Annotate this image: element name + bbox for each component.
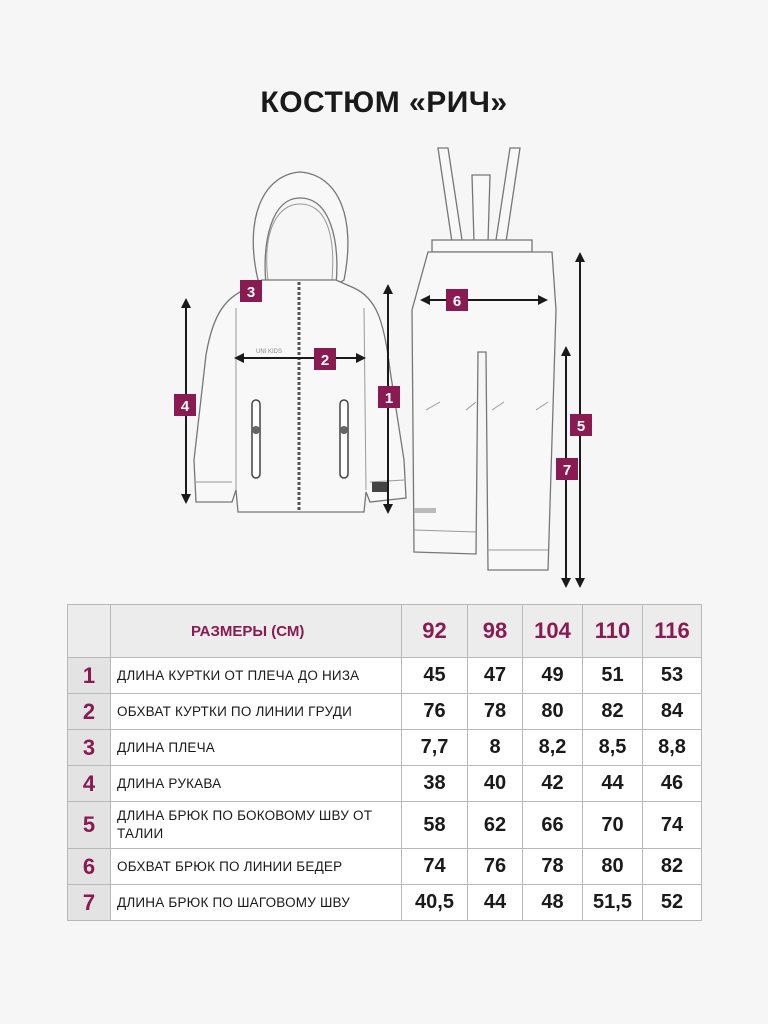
table-row [68,802,702,849]
row-label: ОБХВАТ БРЮК ПО ЛИНИИ БЕДЕР [111,849,402,885]
row-number: 2 [68,694,111,730]
jacket-drawing [194,172,406,512]
svg-text:6: 6 [452,293,462,310]
row-label: ДЛИНА БРЮК ПО ШАГОВОМУ ШВУ [111,885,402,921]
table-cell: 62 [468,802,523,849]
table-row [68,730,702,766]
table-row [68,849,702,885]
table-cell: 8,2 [523,730,583,766]
badge-5 [570,414,592,436]
table-cell: 78 [468,694,523,730]
table-row [68,885,702,921]
row-number: 4 [68,766,111,802]
table-cell: 7,7 [402,730,468,766]
table-cell: 82 [583,694,643,730]
table-cell: 44 [468,885,523,921]
table-cell: 42 [523,766,583,802]
table-cell: 74 [643,802,702,849]
table-cell: 66 [523,802,583,849]
table-cell: 52 [643,885,702,921]
table-row [68,694,702,730]
table-cell: 84 [643,694,702,730]
jacket-brand-text: UNI KIDS [256,349,283,355]
size-header: 104 [523,605,583,658]
size-header: 116 [643,605,702,658]
table-cell: 51,5 [583,885,643,921]
badge-2 [314,348,336,370]
badge-3 [240,280,262,302]
svg-text:3: 3 [246,284,256,301]
size-header: 110 [583,605,643,658]
table-cell: 70 [583,802,643,849]
table-cell: 82 [643,849,702,885]
size-header: 92 [402,605,468,658]
table-cell: 47 [468,658,523,694]
row-label: ДЛИНА РУКАВА [111,766,402,802]
table-cell: 44 [583,766,643,802]
table-cell: 76 [402,694,468,730]
svg-text:7: 7 [562,462,572,479]
sizes-header-label: РАЗМЕРЫ (СМ) [111,605,402,658]
svg-text:1: 1 [384,390,394,407]
table-cell: 45 [402,658,468,694]
row-label: ДЛИНА БРЮК ПО БОКОВОМУ ШВУ ОТ ТАЛИИ [111,802,402,849]
size-header: 98 [468,605,523,658]
table-cell: 8,8 [643,730,702,766]
svg-text:5: 5 [576,418,586,435]
pants-drawing [412,148,556,570]
badge-7 [556,458,578,480]
table-cell: 40 [468,766,523,802]
size-table [67,604,702,921]
page-title: КОСТЮМ «РИЧ» [260,86,508,119]
table-row [68,658,702,694]
svg-text:2: 2 [320,352,330,369]
svg-text:4: 4 [180,398,190,415]
badge-6 [446,289,468,311]
row-number: 6 [68,849,111,885]
table-cell: 8 [468,730,523,766]
table-cell: 40,5 [402,885,468,921]
table-cell: 74 [402,849,468,885]
row-number: 5 [68,802,111,849]
badge-1 [378,386,400,408]
badge-4 [174,394,196,416]
row-number: 3 [68,730,111,766]
table-cell: 48 [523,885,583,921]
table-cell: 49 [523,658,583,694]
row-number: 7 [68,885,111,921]
table-cell: 76 [468,849,523,885]
table-cell: 38 [402,766,468,802]
table-header-row [68,605,702,658]
table-cell: 51 [583,658,643,694]
row-label: ДЛИНА ПЛЕЧА [111,730,402,766]
table-corner [68,605,111,658]
table-cell: 80 [583,849,643,885]
garment-diagram [0,130,768,600]
table-cell: 78 [523,849,583,885]
table-cell: 46 [643,766,702,802]
row-label: ДЛИНА КУРТКИ ОТ ПЛЕЧА ДО НИЗА [111,658,402,694]
table-cell: 80 [523,694,583,730]
row-label: ОБХВАТ КУРТКИ ПО ЛИНИИ ГРУДИ [111,694,402,730]
row-number: 1 [68,658,111,694]
table-row [68,766,702,802]
table-cell: 58 [402,802,468,849]
table-cell: 53 [643,658,702,694]
table-cell: 8,5 [583,730,643,766]
